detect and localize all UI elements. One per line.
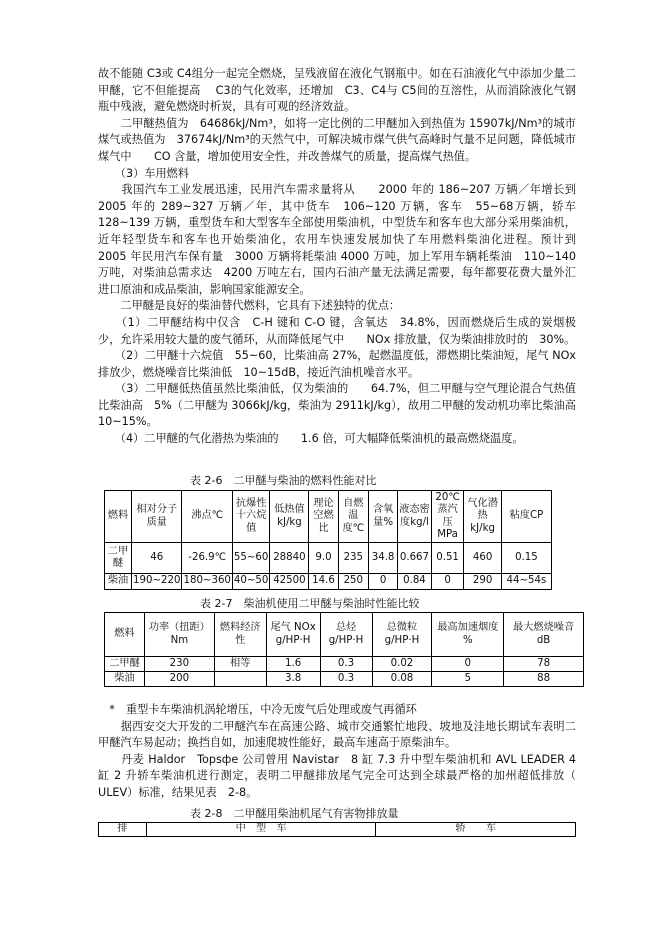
col-header: 排 <box>99 823 147 837</box>
table-cell: 0 <box>431 574 464 590</box>
table-cell: 相等 <box>214 657 266 672</box>
table-row <box>105 672 584 687</box>
table-cell: 460 <box>464 543 501 574</box>
table-cell: 290 <box>464 574 501 590</box>
body-text-bottom <box>98 702 588 802</box>
table-cell: 0.3 <box>320 672 372 687</box>
table-cell: 46 <box>132 543 182 574</box>
table-cell: 柴油 <box>105 574 132 590</box>
table-cell: 0.08 <box>372 672 432 687</box>
col-header: 燃料 <box>105 613 145 657</box>
col-header: 抗爆性十六烷值 <box>232 491 269 543</box>
table-cell: 55~60 <box>232 543 269 574</box>
col-header: 含氧量% <box>369 491 398 543</box>
table-header-row <box>105 491 552 543</box>
col-header: 燃料经济性 <box>214 613 266 657</box>
body-text-top <box>98 66 599 448</box>
table-header-row <box>105 613 584 657</box>
table-cell: 42500 <box>270 574 309 590</box>
col-header: 尾气 NOx g/HP·H <box>266 613 320 657</box>
col-header: 相对分子质量 <box>132 491 182 543</box>
table-header-row <box>99 823 576 837</box>
table-cell: 9.0 <box>309 543 338 574</box>
col-header: 20℃蒸汽压MPa <box>431 491 464 543</box>
col-header: 燃料 <box>105 491 132 543</box>
paragraph: 二甲醚是良好的柴油替代燃料，它具有下述独特的优点： <box>98 299 401 313</box>
paragraph: （2）二甲醚十六烷值 55~60，比柴油高 27%，起燃温度低，滞燃期比柴油短，尾气 NOx 排放少，燃烧噪音比柴油低 10~15dB，接近汽油机噪音水平。 <box>98 349 576 379</box>
table-cell: 0.02 <box>372 657 432 672</box>
table-cell <box>214 672 266 687</box>
table-cell: 250 <box>338 574 368 590</box>
table-cell: 34.8 <box>369 543 398 574</box>
table-cell: 190~220 <box>132 574 182 590</box>
table-cell: 0.51 <box>431 543 464 574</box>
table-cell: 5 <box>432 672 504 687</box>
table-cell: 180~360 <box>182 574 232 590</box>
col-header: 最高加速烟度 % <box>432 613 504 657</box>
paragraph: 我国汽车工业发展迅速，民用汽车需求量将从 2000 年的 186~207 万辆／年增长到 2005 年的 289~327 万辆／年，其中货车 106~120 万辆，客车 55~68万辆，轿车 128~139 万辆，重型货车和大型客车全部使用柴油机，中型货车和客车也大部分采用柴油机，近年轻型货车和客车也开始柴油化，农用车快速发展加快了车用燃料柴油化进程。预计到 2005 年民用汽车保有量 3000 万辆将耗柴油 4000 万吨，加上军用车辆耗柴油 110~140 万吨，对柴油总需求达 4200 万吨左右，国内石油产量无法满足需要，每年都要花费大量外汇进口原油和成品柴油，影响国家能源安全。 <box>98 183 599 296</box>
col-header: 轿 车 <box>376 823 576 837</box>
col-header: 液态密度kg/l <box>398 491 432 543</box>
col-header: 理论空燃比 <box>309 491 338 543</box>
col-header: 中 型 车 <box>146 823 375 837</box>
table-cell: 0.15 <box>501 543 551 574</box>
table-cell: 0.3 <box>320 657 372 672</box>
table-cell: 0 <box>432 657 504 672</box>
col-header: 沸点℃ <box>182 491 232 543</box>
footnote: * 重型卡车柴油机涡轮增压，中冷无废气后处理或废气再循环 <box>98 703 417 716</box>
table-cell: -26.9℃ <box>182 543 232 574</box>
table-cell: 柴油 <box>105 672 145 687</box>
paragraph: 据西安交大开发的二甲醚汽车在高速公路、城市交通繁忙地段、坡地及洼地长期试车表明二甲醚汽车易起动；换挡自如，加速爬坡性能好，最高车速高于原柴油车。 <box>98 719 576 750</box>
col-header: 总微粒 g/HP·H <box>372 613 432 657</box>
table-cell: 二甲醚 <box>105 543 132 574</box>
paragraph: 二甲醚热值为 64686kJ/Nm³，如将一定比例的二甲醚加入到热值为 15907kJ/Nm³的城市煤气或热值为 37674kJ/Nm³的天然气中，可解决城市煤气供气高峰时气量不足问题，降低城市煤气中 CO 含量，增加使用安全性，并改善煤气的质量，提高煤气热值。 <box>98 116 576 163</box>
col-header: 自燃温度℃ <box>338 491 368 543</box>
col-header: 粘度CP <box>501 491 551 543</box>
table-cell: 3.8 <box>266 672 320 687</box>
table-row <box>105 574 552 590</box>
table-cell: 230 <box>144 657 214 672</box>
table-cell: 44~54s <box>501 574 551 590</box>
col-header: 低热值kJ/kg <box>270 491 309 543</box>
table-cell: 88 <box>504 672 584 687</box>
table-cell: 78 <box>504 657 584 672</box>
table-cell: 40~50 <box>232 574 269 590</box>
table-row <box>105 543 552 574</box>
col-header: 最大燃烧噪音 dB <box>504 613 584 657</box>
table-cell: 二甲醚 <box>105 657 145 672</box>
paragraph: （3）车用燃料 <box>98 166 190 180</box>
table-row <box>105 657 584 672</box>
table-cell: 0.667 <box>398 543 432 574</box>
paragraph: （3）二甲醚低热值虽然比柴油低，仅为柴油的 64.7%，但二甲醚与空气理论混合气热值比柴油高 5%（二甲醚为 3066kJ/kg，柴油为 2911kJ/kg），故用二甲醚的发动机功率比柴油高 10~15%。 <box>98 382 588 429</box>
table-2-8-caption: 表 2-8 二甲醚用柴油机尾气有害物排放量 <box>190 807 399 820</box>
table-cell: 28840 <box>270 543 309 574</box>
col-header: 总烃 g/HP·H <box>320 613 372 657</box>
table-2-8 <box>98 822 576 837</box>
paragraph: 故不能随 C3或 C4组分一起完全燃烧，呈残液留在液化气钢瓶中。如在石油液化气中添加少量二甲醚，它不但能提高 C3的气化效率，还增加 C3、C4与 C5间的互溶性，从而消除液化气钢瓶中残液，避免燃烧时析炭，具有可观的经济效益。 <box>98 67 576 114</box>
paragraph: （1）二甲醚结构中仅含 C-H 键和 C-O 键，含氧达 34.8%，因而燃烧后生成的炭烟极少，允许采用较大量的废气循环，从而降低尾气中 NOx 排放量，仅为柴油排放时的 30%。 <box>98 315 576 346</box>
table-2-7 <box>104 612 584 687</box>
paragraph: 丹麦 Haldor Topsфe 公司曾用 Navistar 8 缸 7.3 升中型车柴油机和 AVL LEADER 4 缸 2 升轿车柴油机进行测定，表明二甲醚排放尾气完全可达到全球最严格的加州超低排放（ ULEV）标准，结果见表 2-8。 <box>98 752 588 799</box>
table-cell: 200 <box>144 672 214 687</box>
paragraph: （4）二甲醚的气化潜热为柴油的 1.6 倍，可大幅降低柴油机的最高燃烧温度。 <box>98 432 524 446</box>
table-2-7-caption: 表 2-7 柴油机使用二甲醚与柴油时性能比较 <box>200 597 420 610</box>
table-2-6-caption: 表 2-6 二甲醚与柴油的燃料性能对比 <box>190 474 377 487</box>
col-header: 气化潜热kJ/kg <box>464 491 501 543</box>
table-2-6 <box>104 490 552 590</box>
table-cell: 14.6 <box>309 574 338 590</box>
table-cell: 235 <box>338 543 368 574</box>
table-cell: 0 <box>369 574 398 590</box>
table-cell: 1.6 <box>266 657 320 672</box>
col-header: 功率（扭距）Nm <box>144 613 214 657</box>
table-cell: 0.84 <box>398 574 432 590</box>
